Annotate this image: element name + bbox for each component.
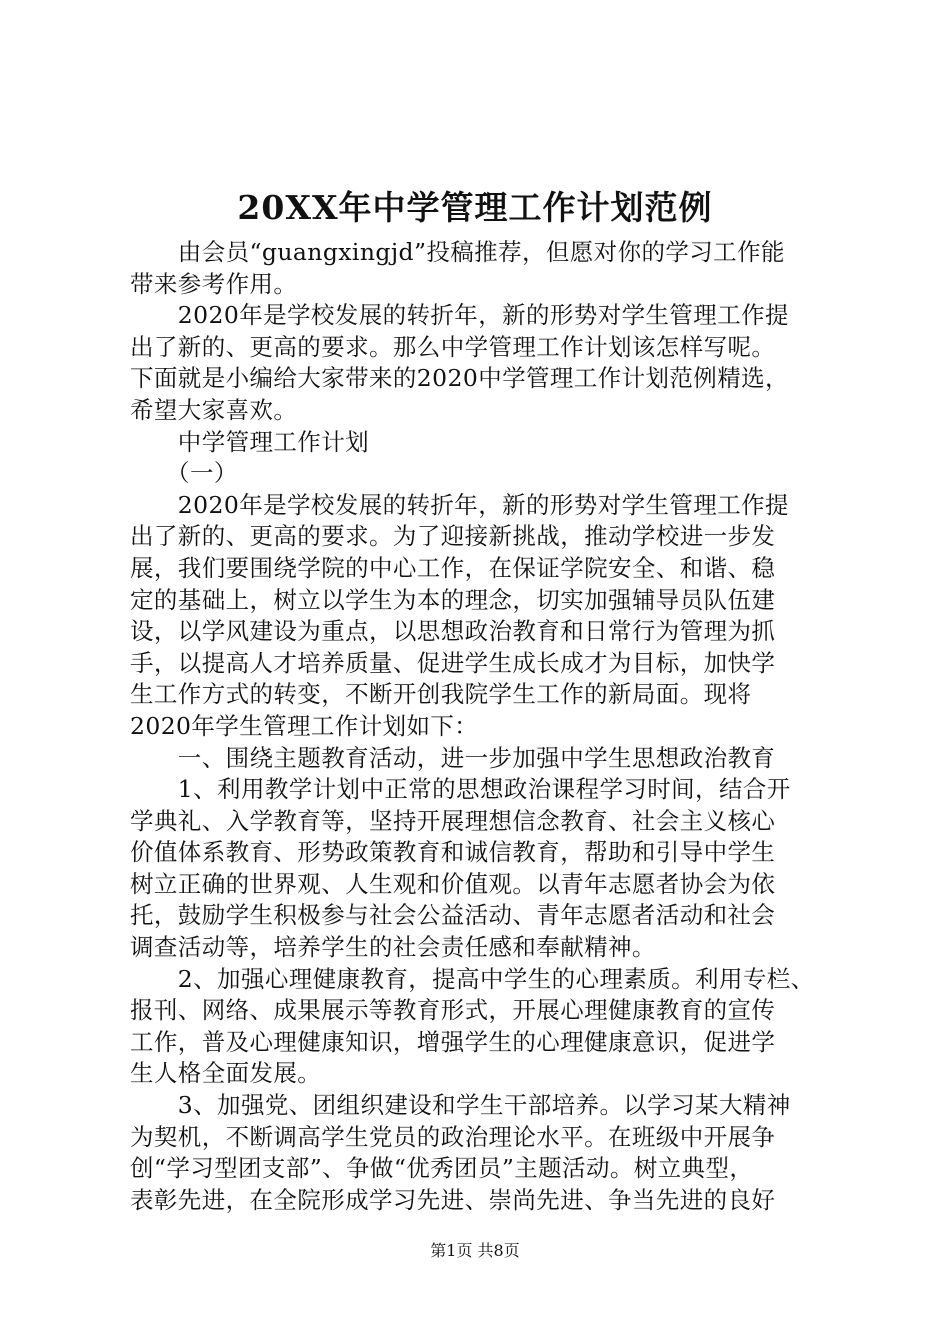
body-line: 2、加强心理健康教育，提高中学生的心理素质。利用专栏、 (130, 964, 815, 993)
body-line: 表彰先进，在全院形成学习先进、崇尚先进、争当先进的良好 (130, 1185, 776, 1214)
body-line: 树立正确的世界观、人生观和价值观。以青年志愿者协会为依 (130, 869, 776, 898)
body-line: 生人格全面发展。 (130, 1059, 322, 1088)
body-line: 出了新的、更高的要求。为了迎接新挑战，推动学校进一步发 (130, 522, 776, 551)
section-heading: 中学管理工作计划 (130, 427, 369, 456)
body-line: 工作，普及心理健康知识，增强学生的心理健康意识，促进学 (130, 1027, 776, 1056)
section-number: （一） (130, 459, 238, 488)
body-line: 手，以提高人才培养质量、促进学生成长成才为目标，加快学 (130, 648, 776, 677)
body-line: 希望大家喜欢。 (130, 395, 298, 424)
body-line: 展，我们要围绕学院的中心工作，在保证学院安全、和谐、稳 (130, 553, 776, 582)
document-title: 20XX年中学管理工作计划范例 (237, 188, 713, 227)
body-line: 为契机，不断调高学生党员的政治理论水平。在班级中开展争 (130, 1122, 776, 1151)
document-body (130, 237, 830, 1216)
body-line: 2020年是学校发展的转折年，新的形势对学生管理工作提 (130, 301, 789, 330)
body-line: 下面就是小编给大家带来的2020中学管理工作计划范例精选， (130, 364, 789, 393)
body-line: 报刊、网络、成果展示等教育形式，开展心理健康教育的宣传 (130, 996, 776, 1025)
body-line: 由会员“guangxingjd”投稿推荐，但愿对你的学习工作能 (130, 238, 785, 266)
body-line: 托，鼓励学生积极参与社会公益活动、青年志愿者活动和社会 (130, 901, 776, 930)
body-line: 1、利用教学计划中正常的思想政治课程学习时间，结合开 (130, 775, 791, 804)
body-line: 3、加强党、团组织建设和学生干部培养。以学习某大精神 (130, 1091, 791, 1120)
body-line: 学典礼、入学教育等，坚持开展理想信念教育、社会主义核心 (130, 806, 776, 835)
body-line: 带来参考作用。 (130, 269, 298, 298)
body-line: 创“学习型团支部”、争做“优秀团员”主题活动。树立典型， (130, 1154, 754, 1183)
body-line: 2020年学生管理工作计划如下： (130, 711, 479, 740)
body-line: 2020年是学校发展的转折年，新的形势对学生管理工作提 (130, 490, 789, 519)
subsection-heading: 一、围绕主题教育活动，进一步加强中学生思想政治教育 (130, 743, 776, 772)
page-number-footer: 第1页 共8页 (430, 1241, 520, 1260)
body-line: 定的基础上，树立以学生为本的理念，切实加强辅导员队伍建 (130, 585, 776, 614)
body-line: 价值体系教育、形势政策教育和诚信教育，帮助和引导中学生 (130, 838, 776, 867)
body-line: 生工作方式的转变，不断开创我院学生工作的新局面。现将 (130, 680, 752, 709)
body-line: 出了新的、更高的要求。那么中学管理工作计划该怎样写呢。 (130, 332, 776, 361)
body-line: 调查活动等，培养学生的社会责任感和奉献精神。 (130, 933, 656, 962)
body-line: 设，以学风建设为重点，以思想政治教育和日常行为管理为抓 (130, 617, 776, 646)
